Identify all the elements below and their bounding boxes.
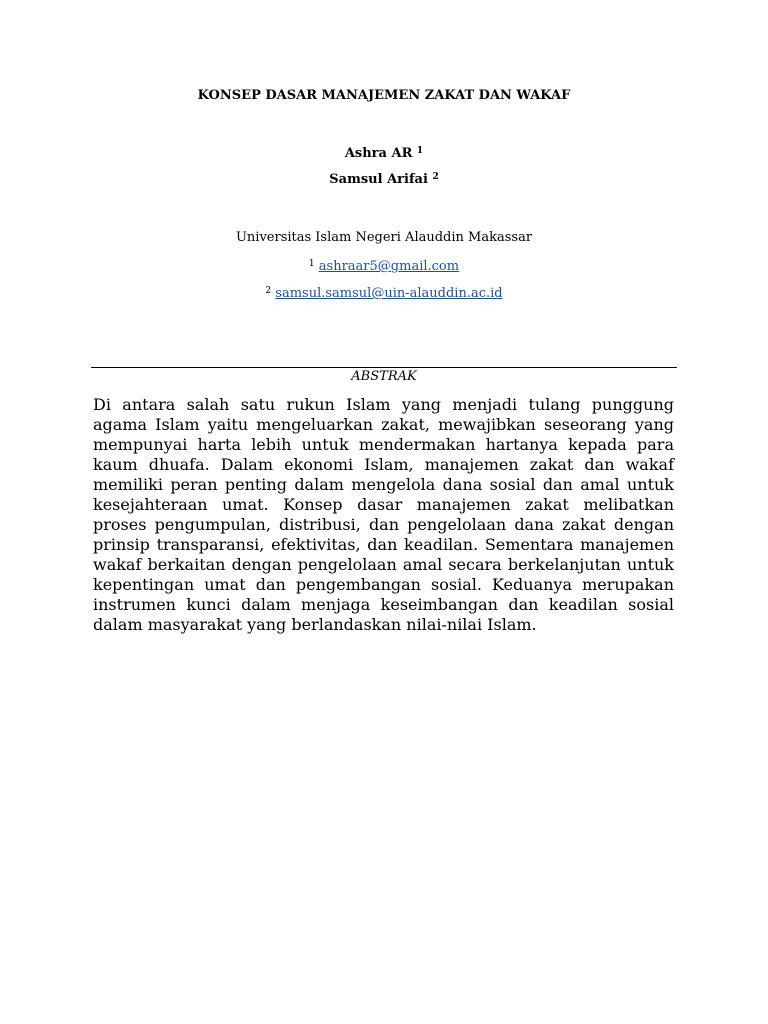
email-marker: 2 — [265, 286, 272, 296]
affiliation: Universitas Islam Negeri Alauddin Makassar — [235, 230, 533, 245]
author-1 — [0, 146, 768, 161]
email-link-2[interactable]: samsul.samsul@uin-alauddin.ac.id — [275, 286, 503, 301]
author-2 — [0, 172, 768, 187]
abstract-divider — [91, 367, 677, 368]
author-marker: 2 — [432, 172, 439, 182]
author-marker: 1 — [416, 146, 424, 156]
abstract-heading: ABSTRAK — [351, 369, 417, 384]
abstract-text: Di antara salah satu rukun Islam yang menjadi tulang punggung agama Islam yaitu mengeluarkan zakat, mewajibkan seseorang yang mempunyai harta lebih untuk mendermakan hartanya kepada para kaum dhuafa. Dalam ekonomi Islam, manajemen zakat dan wakaf memiliki peran penting dalam mengelola dana sosial dan amal untuk kesejahteraan umat. Konsep dasar manajemen zakat melibatkan proses pengumpulan, distribusi, dan pengelolaan dana zakat dengan prinsip transparansi, efektivitas, dan keadilan. Sementara manajemen wakaf berkaitan dengan pengelolaan amal secara berkelanjutan untuk kepentingan umat dan pengembangan sosial. Keduanya merupakan instrumen kunci dalam menjaga keseimbangan dan keadilan sosial dalam masyarakat yang berlandaskan nilai-nilai Islam. — [93, 395, 674, 634]
email-line-1 — [0, 259, 768, 274]
paper-title: KONSEP DASAR MANAJEMEN ZAKAT DAN WAKAF — [197, 88, 571, 103]
author-name: Ashra AR — [344, 146, 413, 161]
email-link-1[interactable]: ashraar5@gmail.com — [318, 259, 460, 274]
email-marker: 1 — [308, 259, 315, 269]
author-name: Samsul Arifai — [329, 172, 428, 187]
email-line-2 — [0, 286, 768, 301]
